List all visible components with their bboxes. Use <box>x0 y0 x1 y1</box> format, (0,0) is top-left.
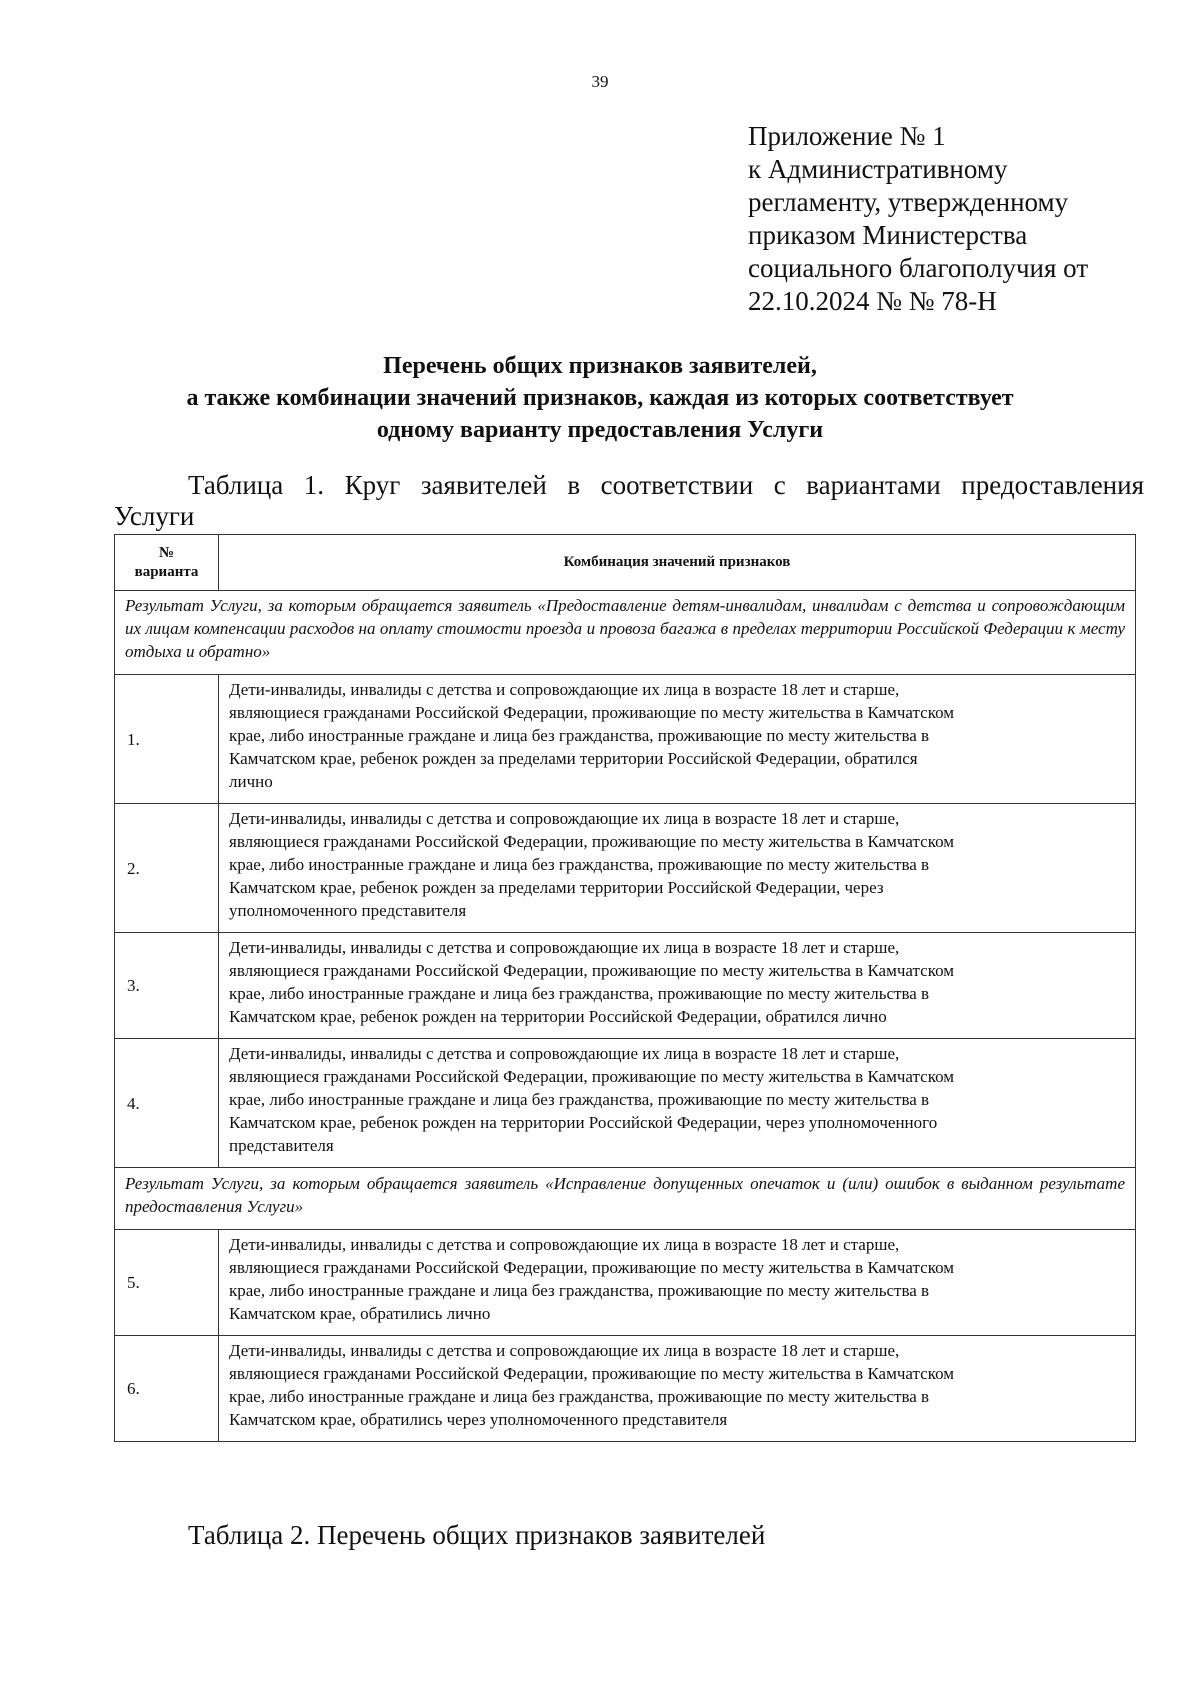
title-line: одному варианту предоставления Услуги <box>376 417 824 443</box>
header-variant-number: № варианта <box>115 535 219 591</box>
document-title <box>100 350 1100 446</box>
table1-caption <box>114 470 1144 532</box>
variant-number: 4. <box>115 1039 219 1168</box>
section-row <box>115 591 1136 675</box>
title-line: а также комбинации значений признаков, каждая из которых соответствует <box>186 385 1014 411</box>
section-result-2: Результат Услуги, за которым обращается заявитель «Исправление допущенных опечаток и (или) ошибок в выданном результате предоставления Услуги» <box>115 1168 1136 1230</box>
variant-description: Дети-инвалиды, инвалиды с детства и сопровождающие их лица в возрасте 18 лет и старше, являющиеся гражданами Российской Федерации, проживающие по месту жительства в Камчатском крае, либо иностранные граждане и лица без гражданства, проживающие по месту жительства в Камчатском крае, ребенок рожден за пределами территории Российской Федерации, обратился лично <box>219 675 1136 804</box>
appendix-line: регламенту, утвержденному <box>748 187 1069 217</box>
variant-description: Дети-инвалиды, инвалиды с детства и сопровождающие их лица в возрасте 18 лет и старше, являющиеся гражданами Российской Федерации, проживающие по месту жительства в Камчатском крае, либо иностранные граждане и лица без гражданства, проживающие по месту жительства в Камчатском крае, обратились лично <box>219 1230 1136 1336</box>
table-header-row <box>115 535 1136 591</box>
table-row <box>115 675 1136 804</box>
appendix-reference <box>748 120 1168 318</box>
applicants-table <box>114 534 1136 1442</box>
appendix-line: Приложение № 1 <box>748 121 946 151</box>
table-row <box>115 804 1136 933</box>
variant-description: Дети-инвалиды, инвалиды с детства и сопровождающие их лица в возрасте 18 лет и старше, являющиеся гражданами Российской Федерации, проживающие по месту жительства в Камчатском крае, либо иностранные граждане и лица без гражданства, проживающие по месту жительства в Камчатском крае, ребенок рожден за пределами территории Российской Федерации, через уполномоченного представителя <box>219 804 1136 933</box>
appendix-line: к Административному <box>748 154 1008 184</box>
variant-description: Дети-инвалиды, инвалиды с детства и сопровождающие их лица в возрасте 18 лет и старше, являющиеся гражданами Российской Федерации, проживающие по месту жительства в Камчатском крае, либо иностранные граждане и лица без гражданства, проживающие по месту жительства в Камчатском крае, ребенок рожден на территории Российской Федерации, через уполномоченного представителя <box>219 1039 1136 1168</box>
variant-number: 3. <box>115 933 219 1039</box>
variant-number: 5. <box>115 1230 219 1336</box>
header-combination: Комбинация значений признаков <box>219 535 1136 591</box>
table-row <box>115 1039 1136 1168</box>
table-row <box>115 1230 1136 1336</box>
appendix-line: социального благополучия от <box>748 253 1089 283</box>
title-line: Перечень общих признаков заявителей, <box>383 353 817 379</box>
table1-caption-line: Таблица 1. Круг заявителей в соответствии с вариантами предоставления <box>188 470 1144 500</box>
variant-description: Дети-инвалиды, инвалиды с детства и сопровождающие их лица в возрасте 18 лет и старше, являющиеся гражданами Российской Федерации, проживающие по месту жительства в Камчатском крае, либо иностранные граждане и лица без гражданства, проживающие по месту жительства в Камчатском крае, ребенок рожден на территории Российской Федерации, обратился лично <box>219 933 1136 1039</box>
appendix-line: 22.10.2024 № № 78-Н <box>748 286 997 316</box>
table-row <box>115 933 1136 1039</box>
variant-number: 1. <box>115 675 219 804</box>
section-row <box>115 1168 1136 1230</box>
page-number: 39 <box>591 72 609 91</box>
section-result-1: Результат Услуги, за которым обращается заявитель «Предоставление детям-инвалидам, инвалидам с детства и сопровождающим их лицам компенсации расходов на оплату стоимости проезда и провоза багажа в пределах территории Российской Федерации к месту отдыха и обратно» <box>115 591 1136 675</box>
table1-caption-line: Услуги <box>114 501 195 531</box>
appendix-line: приказом Министерства <box>748 220 1028 250</box>
variant-number: 2. <box>115 804 219 933</box>
table-row <box>115 1336 1136 1442</box>
table2-caption: Таблица 2. Перечень общих признаков заявителей <box>188 1520 766 1550</box>
variant-description: Дети-инвалиды, инвалиды с детства и сопровождающие их лица в возрасте 18 лет и старше, являющиеся гражданами Российской Федерации, проживающие по месту жительства в Камчатском крае, либо иностранные граждане и лица без гражданства, проживающие по месту жительства в Камчатском крае, обратились через уполномоченного представителя <box>219 1336 1136 1442</box>
variant-number: 6. <box>115 1336 219 1442</box>
